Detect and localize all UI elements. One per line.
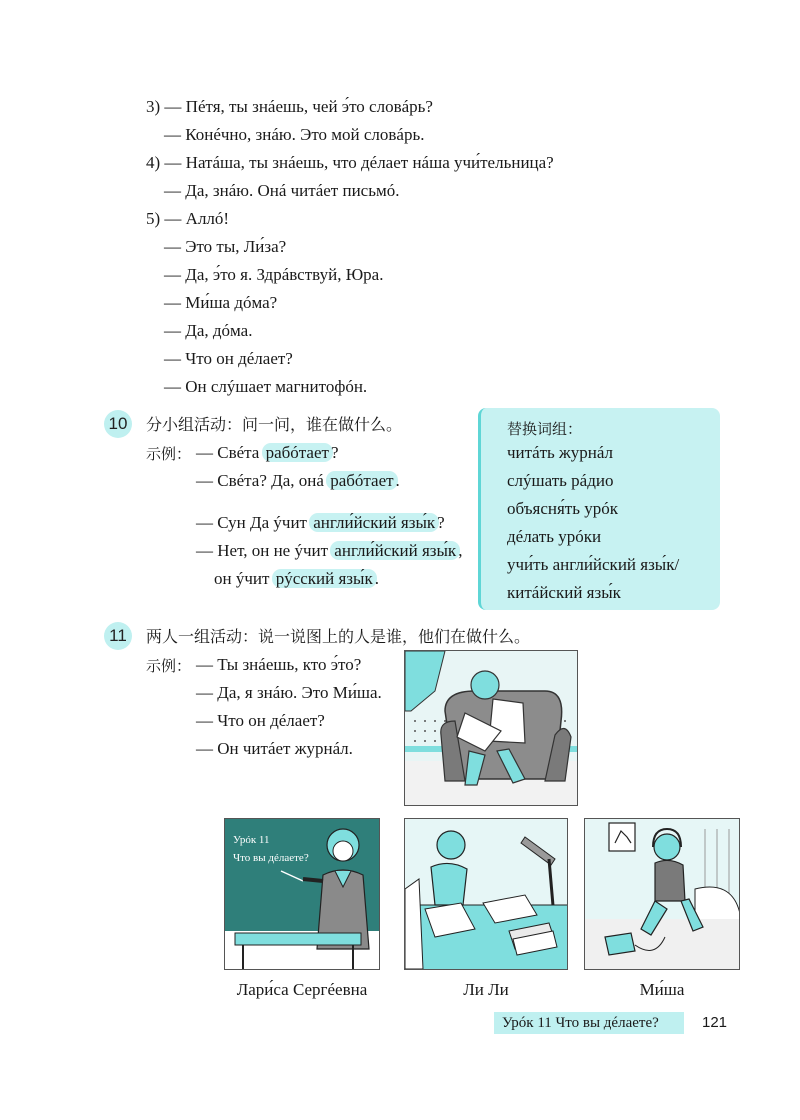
task-11-example-line: — Что он дéлает?: [196, 711, 325, 730]
highlight-phrase: рабóтает: [326, 471, 397, 490]
substitution-item: китáйский язы́к: [507, 583, 621, 602]
illustration-girl-homework: [404, 818, 568, 970]
task-11-example-label: 示例：: [146, 657, 192, 675]
task-11-example-line: — Он читáет журнáл.: [196, 739, 353, 758]
dialogue-4-line-2: — Да, знáю. Онá читáет письмó.: [164, 181, 400, 200]
dialogue-5-line-7: — Он слýшает магнитофóн.: [164, 377, 368, 396]
boy-reading-drawing: [405, 651, 578, 806]
task-11-example-line: — Да, я знáю. Это Ми́ша.: [196, 683, 382, 702]
substitution-title: 替换词组：: [507, 420, 583, 438]
highlight-phrase: англи́йский язы́к: [309, 513, 439, 532]
caption-li-li: Ли Ли: [463, 980, 509, 999]
illustration-boy-reading: [404, 650, 578, 806]
boy-headphones-drawing: [585, 819, 740, 970]
task-10-example-label: 示例：: [146, 445, 192, 463]
task-10-title: 分小组活动：问一问，谁在做什么。: [146, 415, 403, 434]
dialogue-5-line-5: — Да, дóма.: [164, 321, 253, 340]
substitution-item: читáть журнáл: [507, 443, 613, 462]
task-10-number: 10: [104, 410, 132, 438]
dialogue-3-line-2: — Конéчно, знáю. Это мой словáрь.: [164, 125, 425, 144]
task-10-example-1-line-1: — Свéта рабóтает ?: [196, 443, 339, 462]
footer-lesson-title: Урóк 11 Что вы дéлаете?: [502, 1015, 659, 1031]
dialogue-5-line-1: 5) — Аллó!: [146, 209, 230, 228]
caption-misha: Ми́ша: [639, 980, 685, 999]
substitution-item: слýшать рáдио: [507, 471, 614, 490]
illustration-boy-headphones: [584, 818, 740, 970]
task-10-example-2-line-3: он ýчит рýсский язы́к .: [214, 569, 379, 588]
dialogue-5-line-2: — Это ты, Ли́за?: [164, 237, 287, 256]
task-11-title: 两人一组活动：说一说图上的人是谁，他们在做什么。: [146, 627, 531, 646]
highlight-phrase: рабóтает: [262, 443, 333, 462]
dialogue-5-line-3: — Да, э́то я. Здрáвствуй, Юра.: [164, 265, 384, 284]
girl-homework-drawing: [405, 819, 568, 970]
page-number: 121: [702, 1014, 728, 1031]
blackboard-text-1: Урóк 11: [233, 834, 270, 846]
substitution-box: [478, 408, 720, 610]
task-10-example-1-line-2: — Свéта? Да, онá рабóтает .: [196, 471, 400, 490]
illustration-teacher: [224, 818, 380, 970]
task-10-example-2-line-2: — Нет, он не ýчит англи́йский язы́к ,: [196, 541, 463, 560]
highlight-phrase: рýсский язы́к: [272, 569, 377, 588]
task-10-example-2-line-1: — Сун Да ýчит англи́йский язы́к ?: [196, 513, 445, 532]
task-11-example-line: — Ты знáешь, кто э́то?: [196, 655, 362, 674]
dialogue-5-line-4: — Ми́ша дóма?: [164, 293, 278, 312]
substitution-item: учи́ть англи́йский язы́к/: [507, 555, 680, 574]
highlight-phrase: англи́йский язы́к: [330, 541, 460, 560]
substitution-item: объясня́ть урóк: [507, 499, 618, 518]
task-11-number: 11: [104, 622, 132, 650]
dialogue-5-line-6: — Что он дéлает?: [164, 349, 293, 368]
dialogue-4-line-1: 4) — Натáша, ты знáешь, что дéлает нáша учи́тельница?: [146, 153, 554, 172]
caption-larisa: Лари́са Сергéевна: [236, 980, 368, 999]
blackboard-text-2: Что вы дéлаете?: [233, 852, 309, 864]
substitution-item: дéлать урóки: [507, 527, 602, 546]
dialogue-3-line-1: 3) — Пéтя, ты знáешь, чей э́то словáрь?: [146, 97, 433, 116]
